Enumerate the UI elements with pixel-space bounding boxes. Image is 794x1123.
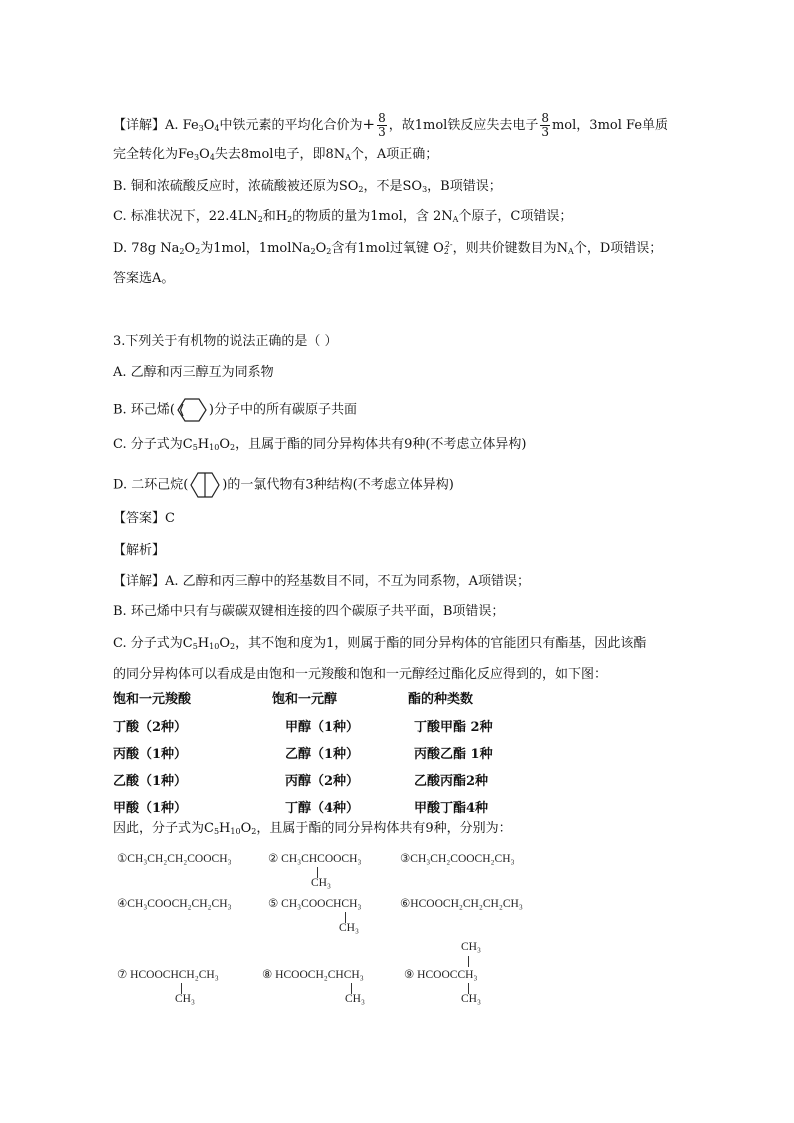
subscript: 5 bbox=[192, 443, 198, 452]
text: D. 二环己烷( bbox=[113, 477, 189, 493]
subscript: 5 bbox=[213, 827, 220, 836]
text: 为1mol，1molNa bbox=[200, 241, 311, 256]
text: mol，3mol Fe单质 bbox=[551, 118, 669, 133]
text: O bbox=[199, 147, 210, 162]
isomer-9-bottom-branch: CH₃ bbox=[461, 993, 481, 1005]
fraction-8-3-b bbox=[540, 112, 550, 139]
option-d bbox=[113, 472, 454, 498]
bicyclohexane-structure-icon bbox=[190, 472, 220, 498]
conclusion-line bbox=[113, 820, 512, 838]
previous-answer: 答案选A。 bbox=[113, 271, 175, 286]
subscript: A bbox=[452, 215, 459, 224]
subscript: 4 bbox=[214, 124, 220, 133]
isomer-2-branch: CH₃ bbox=[311, 877, 331, 889]
analysis-c-line1 bbox=[113, 635, 646, 653]
text: B. 铜和浓硫酸反应时，浓硫酸被还原为SO bbox=[113, 179, 359, 194]
isomer-9: ⑨ HCOOCCH₃ bbox=[404, 969, 478, 981]
subscript: 10 bbox=[209, 443, 220, 452]
detail-c-line bbox=[113, 208, 572, 226]
subscript: 4 bbox=[209, 153, 215, 162]
text: 含有1mol过氧键 O bbox=[331, 241, 444, 256]
detail-a-line1 bbox=[113, 112, 668, 139]
text: D. 78g Na bbox=[113, 241, 180, 256]
subscript: 2 bbox=[358, 185, 364, 194]
isomer-8: ⑧ HCOOCH₂CHCH₃ bbox=[262, 969, 364, 981]
text: 失去8mol电子，即8N bbox=[214, 147, 346, 162]
question-3-stem: 3.下列关于有机物的说法正确的是（ ） bbox=[113, 334, 338, 349]
text: B. 环己烯( bbox=[113, 402, 175, 418]
text: H bbox=[219, 821, 231, 836]
text: 个原子，C项错误； bbox=[458, 209, 573, 224]
text: ，则共价键数目为N bbox=[452, 241, 569, 256]
subscript: 2 bbox=[251, 827, 257, 836]
text: 个，A项正确； bbox=[350, 147, 439, 162]
text: 【详解】A. Fe bbox=[113, 118, 199, 133]
text: 的物质的量为1mol，含 2N bbox=[292, 209, 453, 224]
text: )分子中的所有碳原子共面 bbox=[208, 402, 357, 418]
option-b bbox=[113, 398, 357, 422]
table-cell: 甲醇（1种） bbox=[285, 720, 360, 735]
table-cell: 丙酸（1种） bbox=[113, 747, 188, 762]
option-c bbox=[113, 436, 527, 454]
table-cell: 丁醇（4种） bbox=[285, 801, 360, 816]
text: ，且属于酯的同分异构体共有9种，分别为： bbox=[256, 821, 512, 836]
subscript: 3 bbox=[422, 185, 428, 194]
superscript: 2- bbox=[444, 240, 453, 249]
option-a: A. 乙醇和丙三醇互为同系物 bbox=[113, 365, 274, 380]
analysis-b: B. 环己烯中只有与碳碳双键相连接的四个碳原子共平面，B项错误； bbox=[113, 604, 505, 619]
isomer-8-branch: CH₃ bbox=[345, 993, 365, 1005]
text: H bbox=[197, 437, 210, 452]
bond-line bbox=[468, 956, 469, 967]
subscript: 3 bbox=[198, 124, 204, 133]
subscript: A bbox=[345, 153, 351, 162]
isomer-7: ⑦ HCOOCHCH₂CH₃ bbox=[117, 969, 219, 981]
text: )的一氯代物有3种结构(不考虑立体异构) bbox=[222, 477, 454, 493]
isomer-9-top-branch: CH₃ bbox=[461, 941, 481, 953]
table-cell: 甲酸（1种） bbox=[113, 801, 188, 816]
text: 中铁元素的平均化合价为 bbox=[219, 118, 363, 133]
subscript: 10 bbox=[230, 827, 241, 836]
fraction-denominator: 3 bbox=[541, 125, 549, 139]
isomer-6: ⑥HCOOCH₂CH₂CH₂CH₃ bbox=[400, 898, 523, 910]
fraction-8-3 bbox=[377, 112, 387, 139]
text: O bbox=[240, 821, 252, 836]
isomer-5-branch: CH₃ bbox=[339, 922, 359, 934]
table-cell: 丁酸（2种） bbox=[113, 720, 188, 735]
text: O bbox=[203, 118, 215, 133]
text: C. 分子式为C bbox=[113, 437, 193, 452]
text: 和H bbox=[262, 209, 288, 224]
fraction-denominator: 3 bbox=[378, 125, 386, 139]
text: ，B项错误； bbox=[427, 179, 502, 194]
analysis-c-line2: 的同分异构体可以看成是由饱和一元羧酸和饱和一元醇经过酯化反应得到的，如下图： bbox=[113, 667, 608, 682]
analysis-a: 【详解】A. 乙醇和丙三醇中的羟基数目不同，不互为同系物，A项错误； bbox=[113, 574, 531, 589]
subscript: A bbox=[568, 247, 574, 256]
table-header-ester-count: 酯的种类数 bbox=[408, 692, 474, 707]
detail-b-line bbox=[113, 178, 502, 196]
text: C. 分子式为C bbox=[113, 636, 193, 651]
table-cell: 丁酸甲酯 2种 bbox=[414, 720, 493, 735]
subscript: 2 bbox=[230, 642, 236, 651]
plus-sign: + bbox=[362, 115, 376, 133]
subscript: 10 bbox=[209, 642, 220, 651]
text: C. 标准状况下，22.4LN bbox=[113, 209, 258, 224]
table-cell: 丙酸乙酯 1种 bbox=[414, 747, 493, 762]
detail-d-line bbox=[113, 240, 662, 258]
answer-label: 【答案】C bbox=[113, 511, 175, 526]
subscript: 5 bbox=[192, 642, 198, 651]
isomer-3: ③CH₃CH₂COOCH₂CH₃ bbox=[400, 853, 515, 865]
subscript: 2 bbox=[310, 247, 316, 256]
isomer-4: ④CH₃COOCH₂CH₂CH₃ bbox=[117, 898, 232, 910]
isomer-7-branch: CH₃ bbox=[175, 993, 195, 1005]
text: ，故1mol铁反应失去电子 bbox=[388, 118, 539, 133]
isomer-2: ② CH₃CHCOOCH₃ bbox=[268, 853, 362, 865]
text: 个，D项错误； bbox=[573, 241, 663, 256]
subscript: 2 bbox=[257, 215, 263, 224]
cyclohexene-structure-icon bbox=[177, 398, 207, 422]
fraction-numerator: 8 bbox=[378, 111, 386, 125]
isomer-5: ⑤ CH₃COOCHCH₃ bbox=[268, 898, 362, 910]
subscript: 3 bbox=[194, 153, 200, 162]
text: O bbox=[219, 636, 230, 651]
table-cell: 乙醇（1种） bbox=[285, 747, 360, 762]
detail-a-line2 bbox=[113, 146, 438, 164]
text: ，其不饱和度为1，则属于酯的同分异构体的官能团只有酯基，因此该酯 bbox=[235, 636, 647, 651]
subscript: 2 bbox=[326, 247, 332, 256]
table-cell: 乙酸丙酯2种 bbox=[414, 774, 489, 789]
text: 因此，分子式为C bbox=[113, 821, 214, 836]
subscript: 2 bbox=[443, 247, 449, 256]
fraction-numerator: 8 bbox=[541, 111, 549, 125]
text: O bbox=[315, 241, 327, 256]
text: O bbox=[219, 437, 230, 452]
table-cell: 丙醇（2种） bbox=[285, 774, 360, 789]
table-header-acid: 饱和一元羧酸 bbox=[113, 692, 192, 707]
subscript: 2 bbox=[195, 247, 201, 256]
text: ，不是SO bbox=[363, 179, 423, 194]
isomer-1: ①CH₃CH₂CH₂COOCH₃ bbox=[117, 853, 232, 865]
subscript: 2 bbox=[287, 215, 293, 224]
subscript: 2 bbox=[230, 443, 236, 452]
table-cell: 甲酸丁酯4种 bbox=[414, 801, 489, 816]
subscript: 2 bbox=[179, 247, 185, 256]
text: 完全转化为Fe bbox=[113, 147, 195, 162]
text: O bbox=[184, 241, 196, 256]
analysis-label: 【解析】 bbox=[113, 543, 166, 558]
text: H bbox=[197, 636, 210, 651]
table-cell: 乙酸（1种） bbox=[113, 774, 188, 789]
table-header-alcohol: 饱和一元醇 bbox=[272, 692, 338, 707]
text: ，且属于酯的同分异构体共有9种(不考虑立体异构) bbox=[235, 437, 527, 452]
